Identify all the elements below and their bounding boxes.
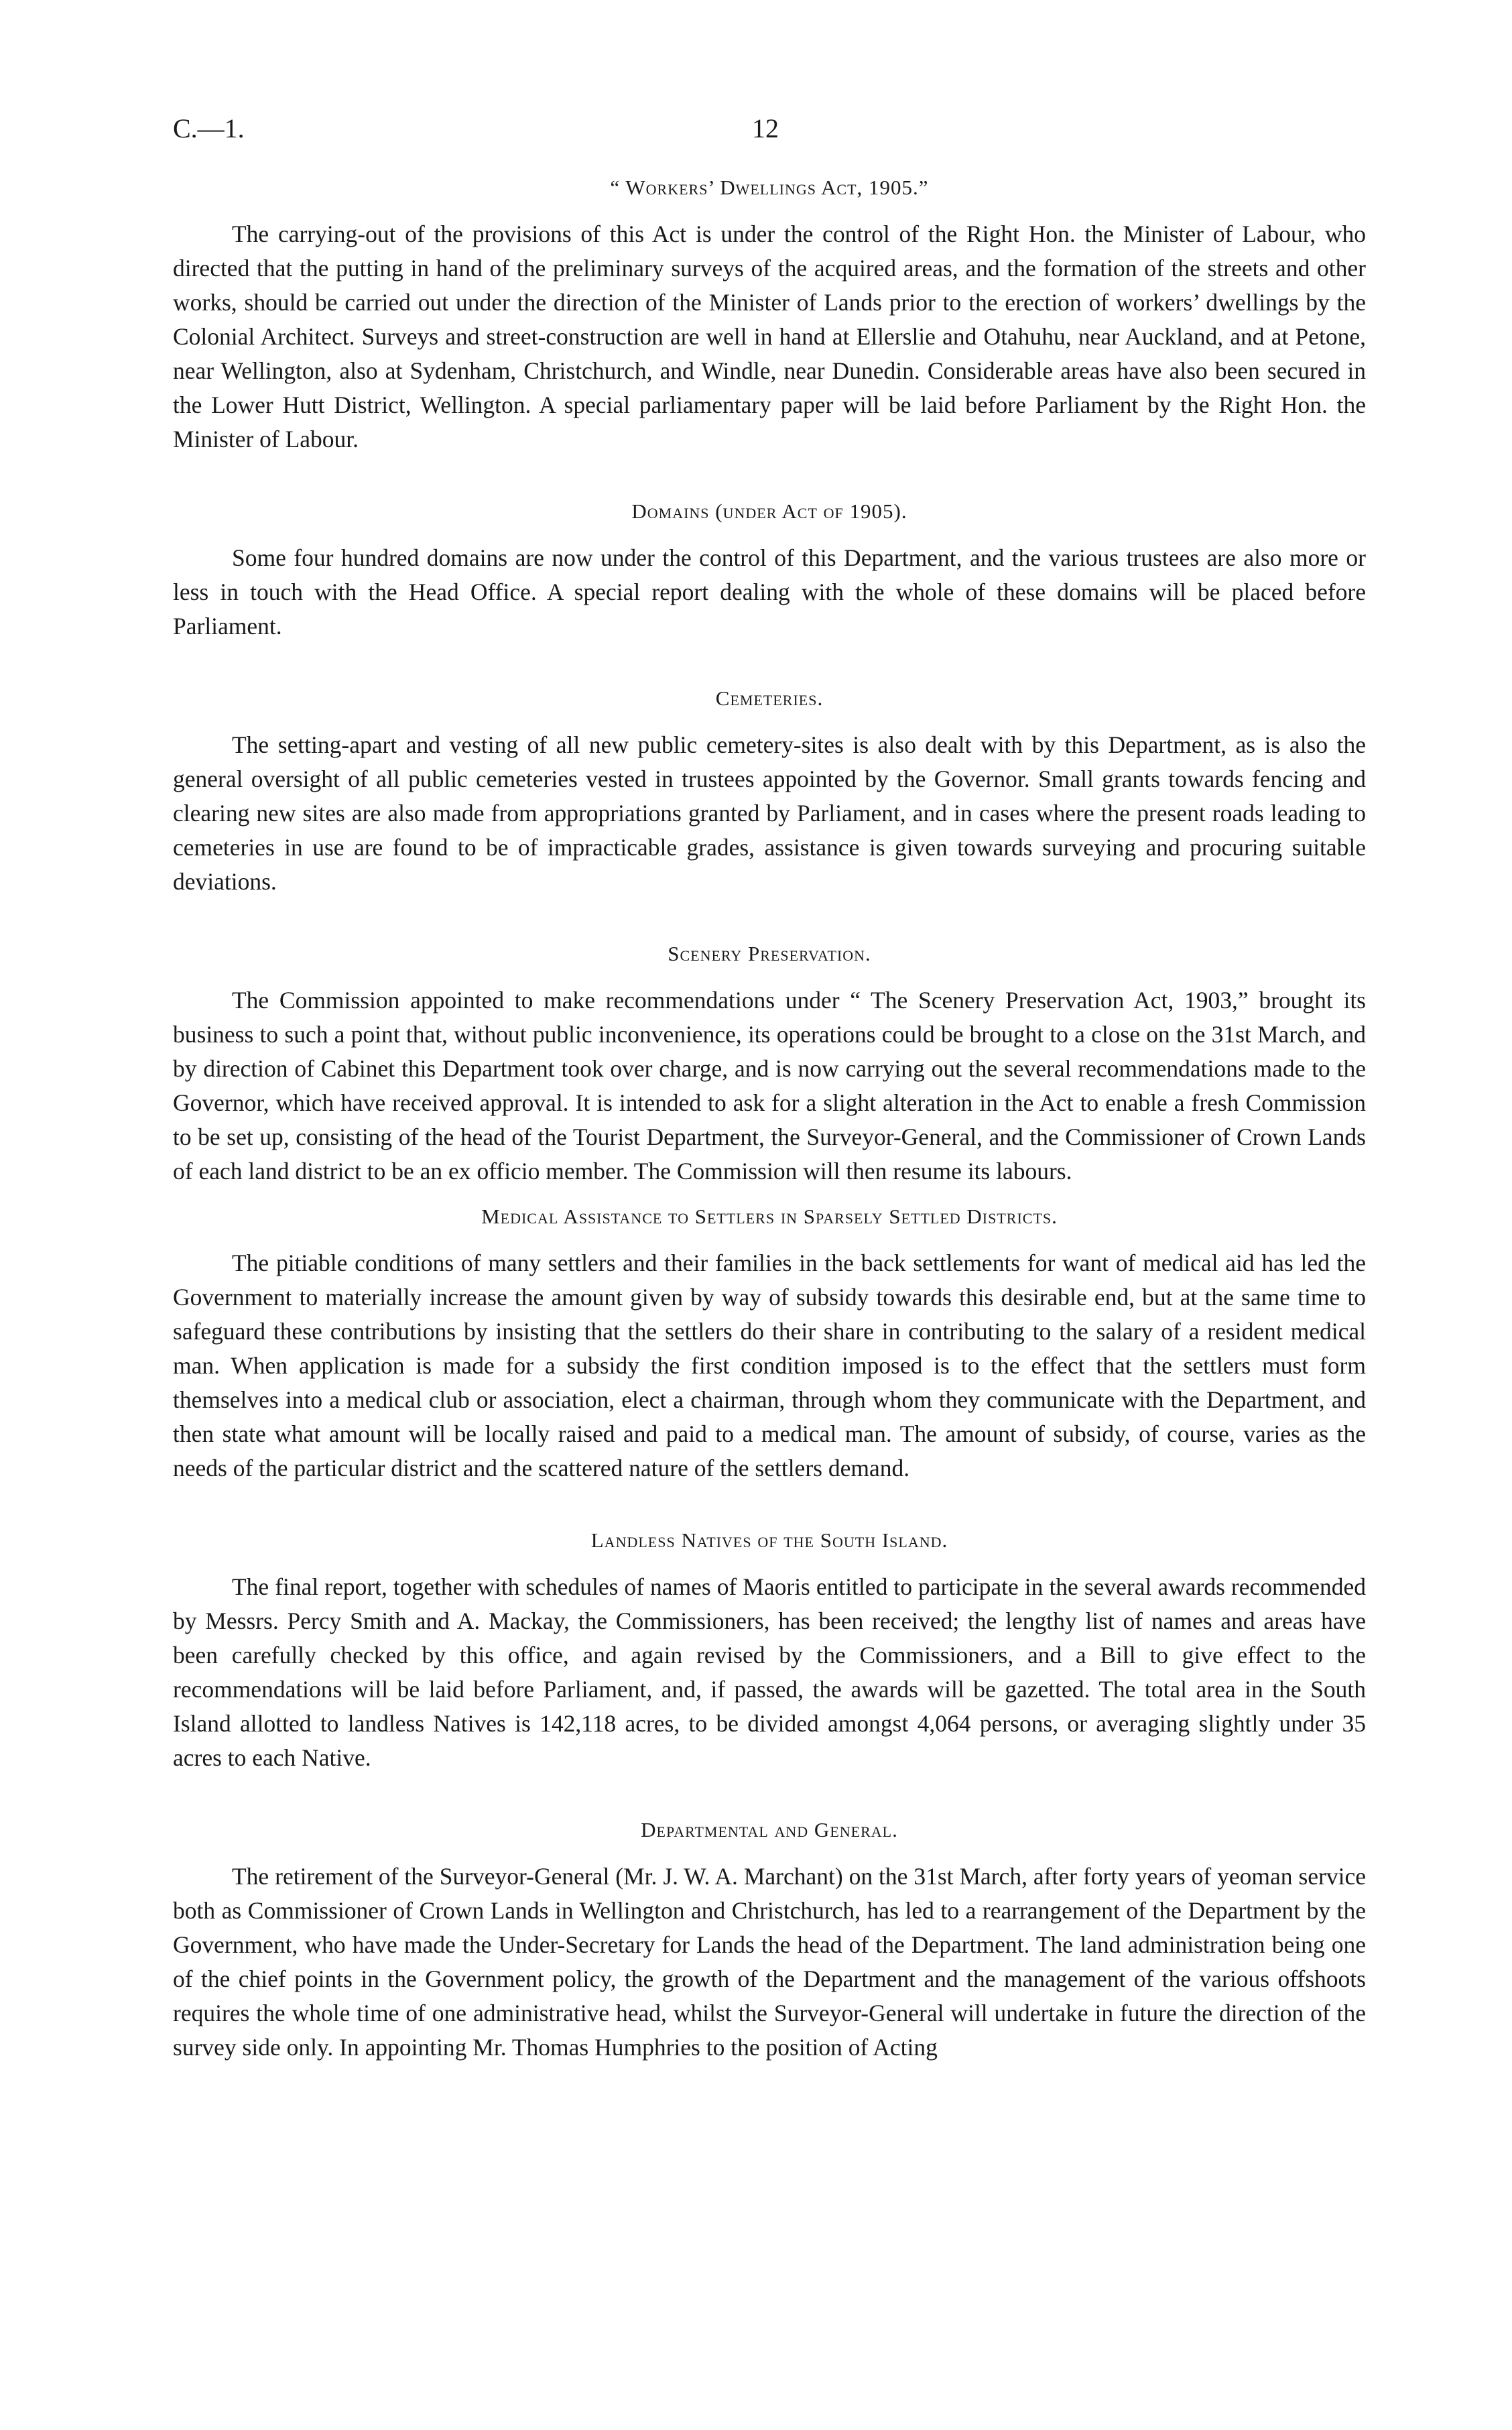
section-paragraph: Some four hundred domains are now under the control of this Department, and the various trustees are also more or less in touch with the Head Office. A special report dealing with the whole of these domains will be placed before Parliament. <box>173 544 1366 640</box>
page-number: 12 <box>752 113 779 143</box>
section-heading: Cemeteries. <box>715 686 824 710</box>
section-medical-assistance <box>173 1205 1366 1485</box>
section-workers-dwellings <box>173 176 1366 457</box>
section-cemeteries <box>173 686 1366 899</box>
section-heading: Landless Natives of the South Island. <box>590 1528 948 1552</box>
document-reference: C.—1. <box>173 113 245 143</box>
section-scenery-preservation <box>173 942 1366 1189</box>
section-paragraph: The Commission appointed to make recommendations under “ The Scenery Preservation Act, 1903,” brought its business to such a point that, without public inconvenience, its operations could be brought to a close on the 31st March, and by direction of Cabinet this Department took over charge, and is now carrying out the several recommendations made to the Governor, which have received approval. It is intended to ask for a slight alteration in the Act to enable a fresh Commission to be set up, consisting of the head of the Tourist Department, the Surveyor-General, and the Commissioner of Crown Lands of each land district to be an ex officio member. The Commission will then resume its labours. <box>173 987 1366 1184</box>
section-heading: “ Workers’ Dwellings Act, 1905.” <box>610 176 929 199</box>
section-landless-natives <box>173 1528 1366 1775</box>
page-header <box>173 113 1379 160</box>
section-domains <box>173 499 1366 644</box>
section-heading: Scenery Preservation. <box>668 942 871 965</box>
section-paragraph: The retirement of the Surveyor-General (Mr. J. W. A. Marchant) on the 31st March, after forty years of yeoman service both as Commissioner of Crown Lands in Wellington and Christchurch, has led to a rearrangement of the Department by the Government, who have made the Under-Secretary for Lands the head of the Department. The land administration being one of the chief points in the Government policy, the growth of the Department and the management of the various offshoots requires the whole time of one administrative head, whilst the Surveyor-General will undertake in future the direction of the survey side only. In appointing Mr. Thomas Humphries to the position of Acting <box>173 1863 1366 2061</box>
section-departmental-general <box>173 1818 1366 2065</box>
section-heading: Domains (under Act of 1905). <box>631 499 907 523</box>
section-paragraph: The pitiable conditions of many settlers and their families in the back settlements for want of medical aid has led the Government to materially increase the amount given by way of subsidy towards this desirable end, but at the same time to safeguard these contributions by insisting that the settlers do their share in contributing to the salary of a resident medical man. When application is made for a subsidy the first condition imposed is to the effect that the settlers must form themselves into a medical club or association, elect a chairman, through whom they communicate with the Department, and then state what amount will be locally raised and paid to a medical man. The amount of subsidy, of course, varies as the needs of the particular district and the scattered nature of the settlers demand. <box>173 1250 1366 1481</box>
section-heading: Departmental and General. <box>641 1818 898 1841</box>
section-paragraph: The final report, together with schedules of names of Maoris entitled to participate in the several awards recommended by Messrs. Percy Smith and A. Mackay, the Commissioners, has been received; the lengthy list of names and areas have been carefully checked by this office, and again revised by the Commissioners, and a Bill to give effect to the recommendations will be laid before Parliament, and, if passed, the awards will be gazetted. The total area in the South Island allotted to landless Natives is 142,118 acres, to be divided amongst 4,064 persons, or averaging slightly under 35 acres to each Native. <box>173 1573 1366 1771</box>
section-heading: Medical Assistance to Settlers in Sparsely Settled Districts. <box>481 1205 1058 1228</box>
section-paragraph: The carrying-out of the provisions of this Act is under the control of the Right Hon. the Minister of Labour, who directed that the putting in hand of the preliminary surveys of the acquired areas, and the formation of the streets and other works, should be carried out under the direction of the Minister of Lands prior to the erection of workers’ dwellings by the Colonial Architect. Surveys and street-construction are well in hand at Ellerslie and Otahuhu, near Auckland, and at Petone, near Wellington, also at Sydenham, Christchurch, and Windle, near Dunedin. Considerable areas have also been secured in the Lower Hutt District, Wellington. A special parliamentary paper will be laid before Parliament by the Right Hon. the Minister of Labour. <box>173 221 1366 452</box>
section-paragraph: The setting-apart and vesting of all new public cemetery-sites is also dealt with by this Department, as is also the general oversight of all public cemeteries vested in trustees appointed by the Governor. Small grants towards fencing and clearing new sites are also made from appropriations granted by Parliament, and in cases where the present roads leading to cemeteries in use are found to be of impracticable grades, assistance is given towards surveying and procuring suitable deviations. <box>173 731 1366 895</box>
page-body <box>173 176 1366 2108</box>
